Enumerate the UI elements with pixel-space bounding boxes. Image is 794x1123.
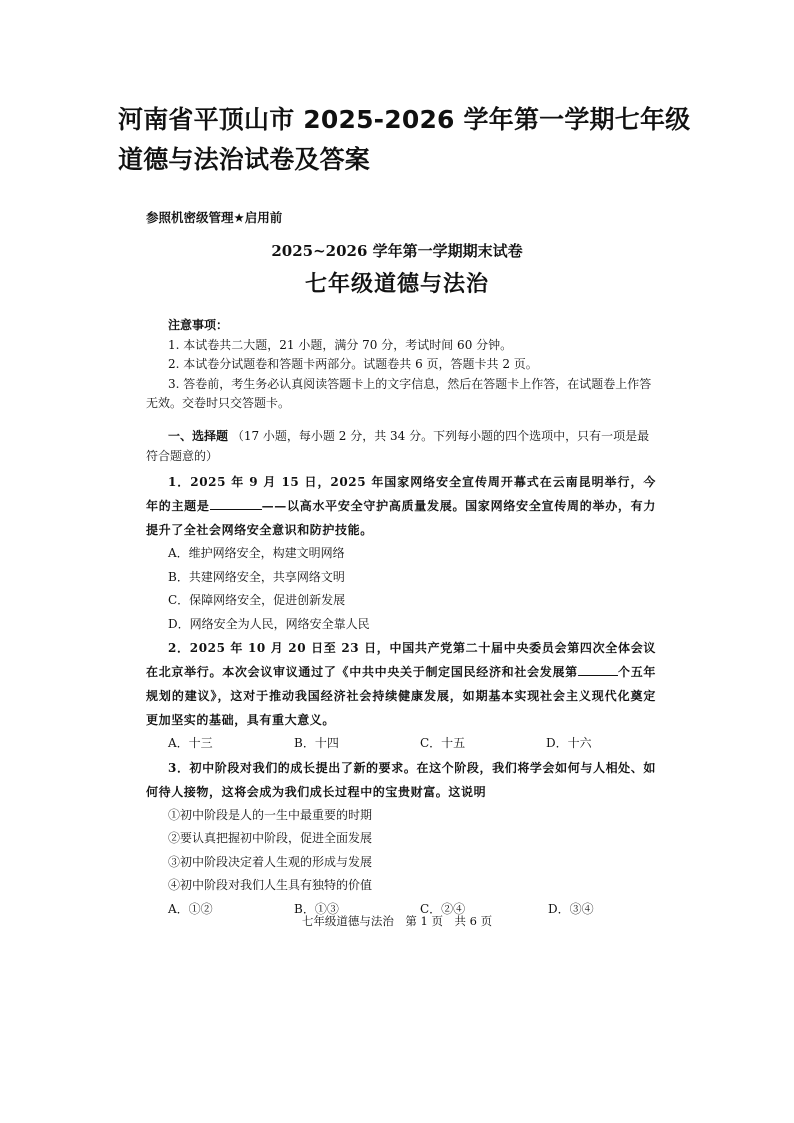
section-header — [146, 427, 656, 466]
option-b: B．①③ — [294, 901, 339, 916]
exam-subtitle: 2025~2026 学年第一学期期末试卷 — [271, 242, 523, 260]
option-b: B．共建网络安全，共享网络文明 — [168, 569, 345, 584]
option-d: D．网络安全为人民，网络安全靠人民 — [168, 616, 370, 631]
option-a: A．维护网络安全，构建文明网络 — [168, 546, 345, 560]
question-1 — [146, 470, 656, 636]
statement-1: ①初中阶段是人的一生中最重要的时期 — [168, 807, 373, 822]
statement-3: ③初中阶段决定着人生观的形成与发展 — [168, 854, 373, 869]
question-stem: 3．初中阶段对我们的成长提出了新的要求。在这个阶段，我们将学会如何与人相处、如何待人接物，这将会成为我们成长过程中的宝贵财富。这说明 — [146, 760, 656, 799]
section-heading: 一、选择题 — [168, 429, 229, 443]
question-stem: 1．2025 年 9 月 15 日，2025 年国家网络安全宣传周开幕式在云南昆明举行，今年的主题是 ——以高水平安全守护高质量发展。国家网络安全宣传周的举办，有力提升了全社会网络安全意识和防护技能。 — [146, 475, 656, 537]
notes-item: 2. 本试卷分试题卷和答题卡两部分。试题卷共 6 页，答题卡共 2 页。 — [168, 357, 538, 371]
confidentiality-label: 参照机密级管理★启用前 — [146, 210, 283, 225]
option-c: C．十五 — [420, 736, 466, 750]
option-d: D．③④ — [548, 901, 594, 916]
question-2 — [146, 636, 656, 756]
statement-2: ②要认真把握初中阶段，促进全面发展 — [168, 831, 373, 845]
option-c: C．保障网络安全，促进创新发展 — [168, 593, 346, 607]
notes-heading: 注意事项： — [168, 318, 229, 332]
option-b: B．十四 — [294, 736, 339, 750]
notes-block — [146, 316, 656, 414]
question-3 — [146, 756, 656, 922]
answer-blank — [210, 508, 262, 510]
notes-item: 3. 答卷前，考生务必认真阅读答题卡上的文字信息，然后在答题卡上作答，在试题卷上作答无效。交卷时只交答题卡。 — [146, 376, 652, 410]
questions-area — [146, 470, 656, 921]
option-c: C．②④ — [420, 901, 466, 916]
option-a: A．①② — [168, 901, 213, 916]
notes-item: 1. 本试卷共二大题，21 小题，满分 70 分，考试时间 60 分钟。 — [168, 337, 513, 352]
statement-4: ④初中阶段对我们人生具有独特的价值 — [168, 878, 373, 892]
question-stem: 2．2025 年 10 月 20 日至 23 日，中国共产党第二十届中央委员会第四次全体会议在北京举行。本次会议审议通过了《中共中央关于制定国民经济和社会发展第 个五年规划的建议》，这对于推动我国经济社会持续健康发展，如期基本实现社会主义现代化奠定更加坚实的基础，具有重大意义。 — [146, 641, 656, 727]
exam-title: 七年级道德与法治 — [304, 271, 489, 297]
option-d: D．十六 — [546, 736, 592, 750]
answer-blank — [578, 674, 618, 676]
page-title: 河南省平顶山市 2025-2026 学年第一学期七年级道德与法治试卷及答案 — [118, 105, 691, 174]
page-footer: 七年级道德与法治 第 1 页 共 6 页 — [301, 914, 493, 928]
section-instruction: （17 小题，每小题 2 分，共 34 分。下列每小题的四个选项中，只有一项是最符合题意的） — [146, 429, 650, 463]
option-a: A．十三 — [168, 736, 213, 750]
options-row — [146, 732, 656, 756]
